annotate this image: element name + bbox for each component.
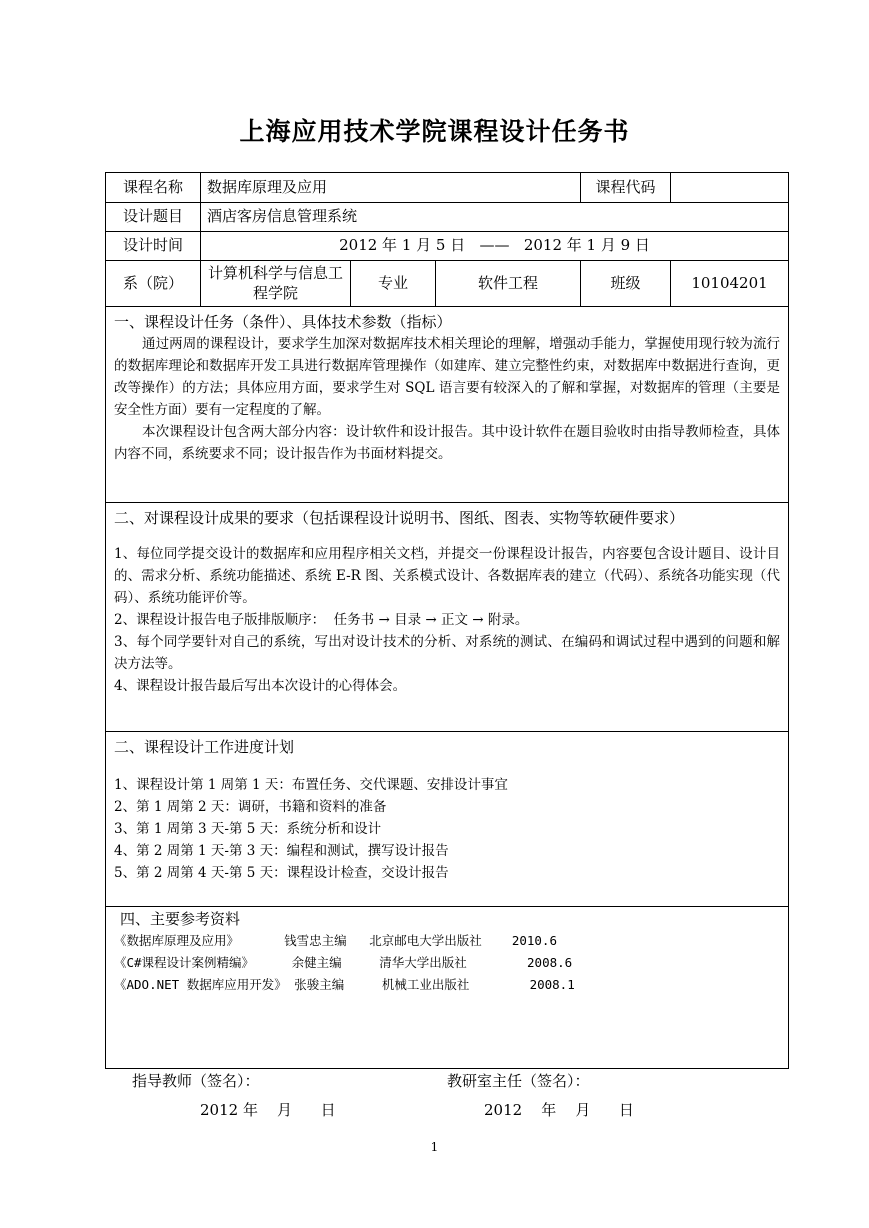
requirement-item: 2、课程设计报告电子版排版顺序： 任务书 → 目录 → 正文 → 附录。 bbox=[114, 612, 529, 628]
row-time bbox=[106, 232, 789, 261]
section-references bbox=[106, 907, 789, 1069]
reference-item: 《数据库原理及应用》 钱雪忠主编 北京邮电大学出版社 2010.6 bbox=[114, 933, 557, 948]
topic-label: 设计题目 bbox=[106, 203, 201, 232]
course-name-label: 课程名称 bbox=[106, 173, 201, 203]
director-date: 2012 年 月 日 bbox=[484, 1101, 634, 1119]
dept-label: 系（院） bbox=[106, 261, 201, 307]
director-signature-label: 教研室主任（签名）： bbox=[447, 1072, 590, 1090]
section-requirements bbox=[106, 503, 789, 732]
task-form-table bbox=[105, 172, 789, 1069]
schedule-item: 4、第 2 周第 1 天-第 3 天：编程和测试，撰写设计报告 bbox=[114, 843, 449, 859]
course-name-value: 数据库原理及应用 bbox=[201, 173, 581, 203]
advisor-date: 2012 年 月 日 bbox=[200, 1101, 336, 1119]
section2-heading: 二、对课程设计成果的要求（包括课程设计说明书、图纸、图表、实物等软硬件要求） bbox=[114, 509, 685, 527]
dept-value: 计算机科学与信息工程学院 bbox=[201, 261, 351, 307]
requirement-item: 3、每个同学要针对自己的系统，写出对设计技术的分析、对系统的测试、在编码和调试过程中遇到的问题和解决方法等。 bbox=[114, 634, 781, 672]
class-value: 10104201 bbox=[671, 261, 789, 307]
class-label: 班级 bbox=[581, 261, 671, 307]
row-topic bbox=[106, 203, 789, 232]
reference-item: 《ADO.NET 数据库应用开发》 张骏主编 机械工业出版社 2008.1 bbox=[114, 977, 575, 992]
time-label: 设计时间 bbox=[106, 232, 201, 261]
schedule-item: 1、课程设计第 1 周第 1 天：布置任务、交代课题、安排设计事宜 bbox=[114, 777, 508, 793]
reference-item: 《C#课程设计案例精编》 余健主编 清华大学出版社 2008.6 bbox=[114, 955, 573, 970]
section-tasks bbox=[106, 307, 789, 503]
requirement-item: 4、课程设计报告最后写出本次设计的心得体会。 bbox=[114, 678, 407, 694]
major-label: 专业 bbox=[351, 261, 436, 307]
schedule-item: 2、第 1 周第 2 天：调研，书籍和资料的准备 bbox=[114, 799, 387, 815]
requirement-item: 1、每位同学提交设计的数据库和应用程序相关文档，并提交一份课程设计报告，内容要包含设计题目、设计目的、需求分析、系统功能描述、系统 E-R 图、关系模式设计、各数据库表的建立（代码）、系统各功能实现（代码）、系统功能评价等。 bbox=[114, 546, 781, 606]
section3-heading: 二、课程设计工作进度计划 bbox=[114, 738, 295, 756]
page-number: 1 bbox=[430, 1140, 439, 1154]
schedule-item: 3、第 1 周第 3 天-第 5 天：系统分析和设计 bbox=[114, 821, 382, 837]
section1-paragraph: 本次课程设计包含两大部分内容：设计软件和设计报告。其中设计软件在题目验收时由指导教师检查，具体内容不同，系统要求不同；设计报告作为书面材料提交。 bbox=[114, 424, 781, 462]
section1-paragraph: 通过两周的课程设计，要求学生加深对数据库技术相关理论的理解，增强动手能力，掌握使用现行较为流行的数据库理论和数据库开发工具进行数据库管理操作（如建库、建立完整性约束，对数据库中数据进行查询，更改等操作）的方法；具体应用方面，要求学生对 SQL 语言要有较深入的了解和掌握，对数据库的管理（主要是安全性方面）要有一定程度的了解。 bbox=[114, 336, 781, 418]
topic-value: 酒店客房信息管理系统 bbox=[201, 203, 789, 232]
major-value: 软件工程 bbox=[436, 261, 581, 307]
row-department bbox=[106, 261, 789, 307]
section1-heading: 一、课程设计任务（条件）、具体技术参数（指标） bbox=[114, 313, 452, 331]
course-code-label: 课程代码 bbox=[581, 173, 671, 203]
course-code-value bbox=[671, 173, 789, 203]
row-course bbox=[106, 173, 789, 203]
section4-heading: 四、主要参考资料 bbox=[120, 910, 241, 928]
advisor-signature-label: 指导教师（签名）： bbox=[132, 1072, 260, 1090]
section-schedule bbox=[106, 732, 789, 907]
page-title: 上海应用技术学院课程设计任务书 bbox=[239, 117, 630, 146]
time-value: 2012 年 1 月 5 日 —— 2012 年 1 月 9 日 bbox=[201, 232, 789, 261]
schedule-item: 5、第 2 周第 4 天-第 5 天：课程设计检查，交设计报告 bbox=[114, 865, 449, 881]
